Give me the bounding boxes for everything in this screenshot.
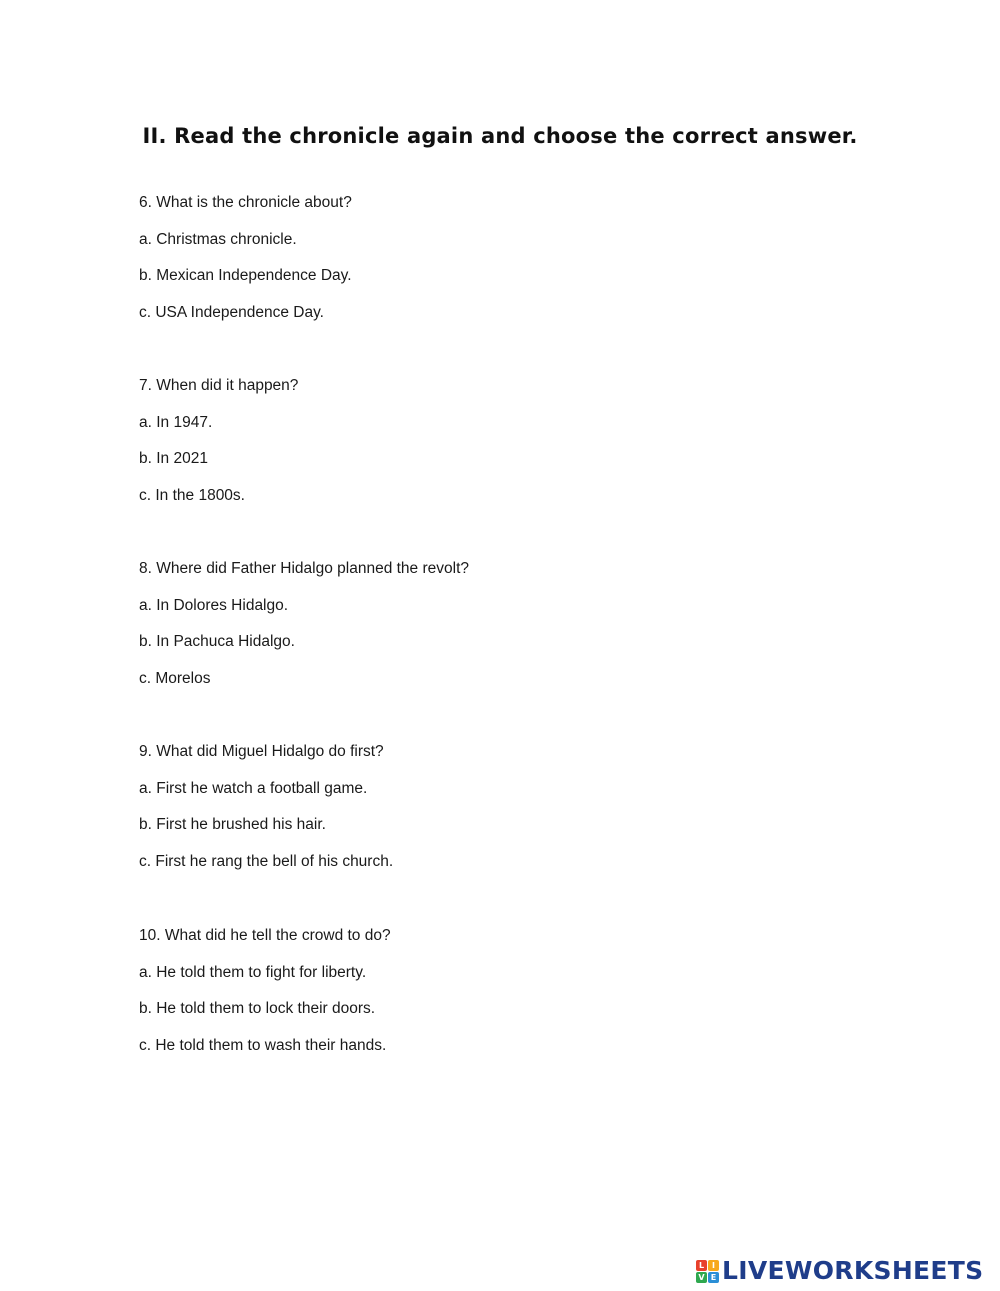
question-text: 7. When did it happen? [139,377,299,394]
question-6 [139,193,899,323]
liveworksheets-logo-icon [696,1260,719,1283]
question-text: 10. What did he tell the crowd to do? [139,927,391,944]
answer-option-a[interactable]: a. In Dolores Hidalgo. [139,596,289,614]
logo-tile-i: I [708,1260,719,1271]
answer-option-c[interactable]: c. USA Independence Day. [139,304,324,322]
answer-option-c[interactable]: c. He told them to wash their hands. [139,1037,387,1055]
question-8 [139,559,899,689]
question-text: 6. What is the chronicle about? [139,194,352,211]
question-10 [139,926,899,1056]
answer-option-b[interactable]: b. He told them to lock their doors. [139,1000,376,1018]
answer-option-a[interactable]: a. In 1947. [139,413,213,431]
logo-wordmark: LIVEWORKSHEETS [722,1256,984,1285]
question-text: 8. Where did Father Hidalgo planned the revolt? [139,560,470,577]
question-7 [139,376,899,506]
answer-option-b[interactable]: b. First he brushed his hair. [139,816,326,834]
answer-option-a[interactable]: a. He told them to fight for liberty. [139,963,367,981]
page-title: II. Read the chronicle again and choose the correct answer. [142,124,858,148]
answer-option-b[interactable]: b. In 2021 [139,450,208,468]
answer-option-b[interactable]: b. In Pachuca Hidalgo. [139,633,295,651]
answer-option-c[interactable]: c. First he rang the bell of his church. [139,853,394,871]
answer-option-c[interactable]: c. In the 1800s. [139,487,245,505]
answer-option-c[interactable]: c. Morelos [139,670,211,688]
liveworksheets-logo[interactable] [696,1256,983,1286]
logo-tile-v: V [696,1272,707,1283]
logo-tile-l: L [696,1260,707,1271]
question-text: 9. What did Miguel Hidalgo do first? [139,743,384,760]
answer-option-a[interactable]: a. Christmas chronicle. [139,230,297,248]
answer-option-b[interactable]: b. Mexican Independence Day. [139,267,352,285]
logo-tile-e: E [708,1272,719,1283]
answer-option-a[interactable]: a. First he watch a football game. [139,779,368,797]
question-9 [139,742,899,872]
